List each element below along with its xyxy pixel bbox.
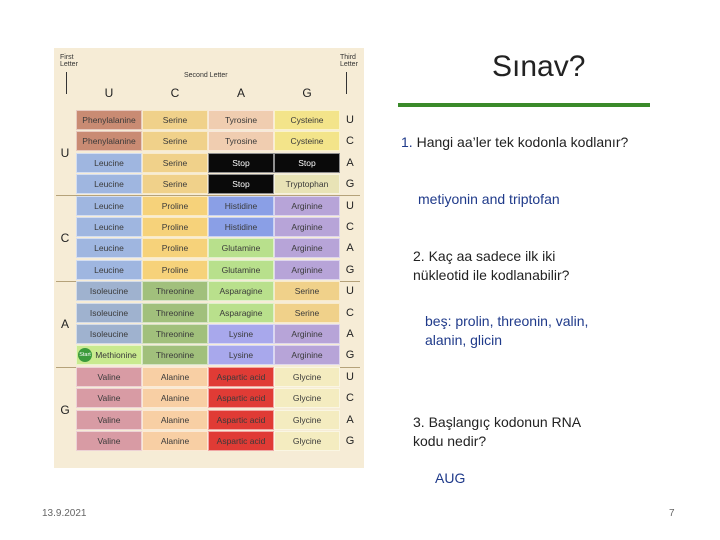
codon-cell: Aspartic acid bbox=[208, 388, 274, 408]
codon-cell: Serine bbox=[142, 153, 208, 173]
codon-cell: Stop bbox=[208, 174, 274, 194]
codon-cell: Valine bbox=[76, 431, 142, 451]
third-letter: G bbox=[345, 349, 355, 362]
slide-page-number: 7 bbox=[669, 508, 675, 519]
codon-cell: Aspartic acid bbox=[208, 367, 274, 387]
codon-cell: Arginine bbox=[274, 260, 340, 280]
codon-cell: Phenylalanine bbox=[76, 131, 142, 151]
third-letter: A bbox=[346, 156, 354, 169]
slide-title: Sınav? bbox=[492, 50, 586, 83]
third-letter: A bbox=[346, 242, 354, 255]
codon-cell: Glycine bbox=[274, 367, 340, 387]
third-letter: G bbox=[345, 178, 355, 191]
third-letter: U bbox=[346, 114, 354, 126]
codon-cell: Leucine bbox=[76, 238, 142, 258]
codon-cell: Aspartic acid bbox=[208, 410, 274, 430]
question-3: 3. Başlangıç kodonun RNA kodu nedir? bbox=[413, 414, 582, 449]
third-letter-label: Third Letter bbox=[340, 54, 358, 68]
codon-cell: Arginine bbox=[274, 196, 340, 216]
codon-cell: Leucine bbox=[76, 196, 142, 216]
codon-cell: Proline bbox=[142, 217, 208, 237]
third-letter: C bbox=[346, 135, 354, 148]
codon-cell: Serine bbox=[142, 110, 208, 130]
codon-cell: Isoleucine bbox=[76, 324, 142, 344]
codon-cell: Arginine bbox=[274, 238, 340, 258]
first-letter-u: U bbox=[60, 146, 70, 160]
codon-cell: Stop bbox=[274, 153, 340, 173]
codon-cell: Arginine bbox=[274, 217, 340, 237]
codon-cell: Serine bbox=[142, 131, 208, 151]
second-letter-label: Second Letter bbox=[184, 72, 228, 79]
codon-cell: Stop bbox=[208, 153, 274, 173]
question-1-number: 1. bbox=[401, 134, 413, 150]
codon-cell: Methionine bbox=[76, 345, 142, 365]
codon-cell: Glutamine bbox=[208, 238, 274, 258]
answer-2: beş: prolin, threonin, valin, alanin, glicin bbox=[425, 313, 589, 348]
codon-cell: Tyrosine bbox=[208, 131, 274, 151]
codon-cell: Proline bbox=[142, 260, 208, 280]
codon-cell: Arginine bbox=[274, 324, 340, 344]
codon-cell: Isoleucine bbox=[76, 303, 142, 323]
start-badge: Start bbox=[78, 348, 92, 362]
first-letter-label: First Letter bbox=[60, 54, 78, 68]
third-letter: C bbox=[346, 306, 354, 319]
codon-cell: Leucine bbox=[76, 174, 142, 194]
codon-cell: Alanine bbox=[142, 367, 208, 387]
first-letter-a: A bbox=[60, 317, 69, 331]
codon-cell: Serine bbox=[142, 174, 208, 194]
codon-cell: Tryptophan bbox=[274, 174, 340, 194]
codon-cell: Isoleucine bbox=[76, 281, 142, 301]
codon-cell: Proline bbox=[142, 238, 208, 258]
codon-cell: Phenylalanine bbox=[76, 110, 142, 130]
codon-cell: Alanine bbox=[142, 431, 208, 451]
codon-cell: Leucine bbox=[76, 217, 142, 237]
first-letter-g: G bbox=[60, 403, 70, 417]
codon-cell: Cysteine bbox=[274, 131, 340, 151]
codon-cell: Proline bbox=[142, 196, 208, 216]
codon-cell: Leucine bbox=[76, 260, 142, 280]
codon-cell: Valine bbox=[76, 410, 142, 430]
third-letter: A bbox=[346, 328, 354, 340]
codon-cell: Serine bbox=[274, 281, 340, 301]
codon-cell: Cysteine bbox=[274, 110, 340, 130]
second-letter-u: U bbox=[104, 86, 114, 100]
codon-cell: Valine bbox=[76, 367, 142, 387]
third-letter: C bbox=[346, 392, 354, 405]
question-1-text: Hangi aa’ler tek kodonla kodlanır? bbox=[416, 134, 629, 150]
codon-table bbox=[54, 48, 364, 468]
third-letter: C bbox=[346, 221, 354, 233]
second-letter-c: C bbox=[170, 86, 180, 100]
codon-cell: Histidine bbox=[208, 196, 274, 216]
codon-cell: Aspartic acid bbox=[208, 431, 274, 451]
first-letter-c: C bbox=[60, 231, 70, 245]
first-letter-arrow bbox=[66, 72, 67, 94]
codon-cell: Glycine bbox=[274, 410, 340, 430]
slide-date: 13.9.2021 bbox=[42, 508, 87, 519]
codon-cell: Asparagine bbox=[208, 281, 274, 301]
codon-cell: Lysine bbox=[208, 324, 274, 344]
third-letter: G bbox=[345, 435, 355, 447]
codon-cell: Glycine bbox=[274, 431, 340, 451]
codon-cell: Lysine bbox=[208, 345, 274, 365]
codon-cell: Alanine bbox=[142, 410, 208, 430]
codon-cell: Threonine bbox=[142, 324, 208, 344]
third-letter-arrow bbox=[346, 72, 347, 94]
codon-cell: Histidine bbox=[208, 217, 274, 237]
question-1 bbox=[401, 133, 628, 152]
title-underline bbox=[398, 103, 650, 107]
second-letter-g: G bbox=[302, 86, 312, 100]
codon-cell: Glutamine bbox=[208, 260, 274, 280]
codon-cell: Serine bbox=[274, 303, 340, 323]
third-letter: U bbox=[346, 370, 354, 383]
third-letter: U bbox=[346, 199, 354, 212]
answer-1: metiyonin and triptofan bbox=[418, 191, 560, 207]
codon-cell: Leucine bbox=[76, 153, 142, 173]
codon-cell: Alanine bbox=[142, 388, 208, 408]
question-2: 2. Kaç aa sadece ilk iki nükleotid ile kodlanabilir? bbox=[413, 248, 570, 283]
answer-3: AUG bbox=[435, 470, 466, 486]
codon-cell: Glycine bbox=[274, 388, 340, 408]
codon-cell: Threonine bbox=[142, 281, 208, 301]
third-letter: A bbox=[346, 413, 354, 426]
second-letter-a: A bbox=[236, 86, 245, 100]
third-letter: G bbox=[345, 263, 355, 276]
codon-cell: Tyrosine bbox=[208, 110, 274, 130]
codon-cell: Arginine bbox=[274, 345, 340, 365]
codon-cell: Asparagine bbox=[208, 303, 274, 323]
codon-cell: Threonine bbox=[142, 345, 208, 365]
codon-cell: Valine bbox=[76, 388, 142, 408]
third-letter: U bbox=[346, 285, 354, 298]
codon-cell: Threonine bbox=[142, 303, 208, 323]
